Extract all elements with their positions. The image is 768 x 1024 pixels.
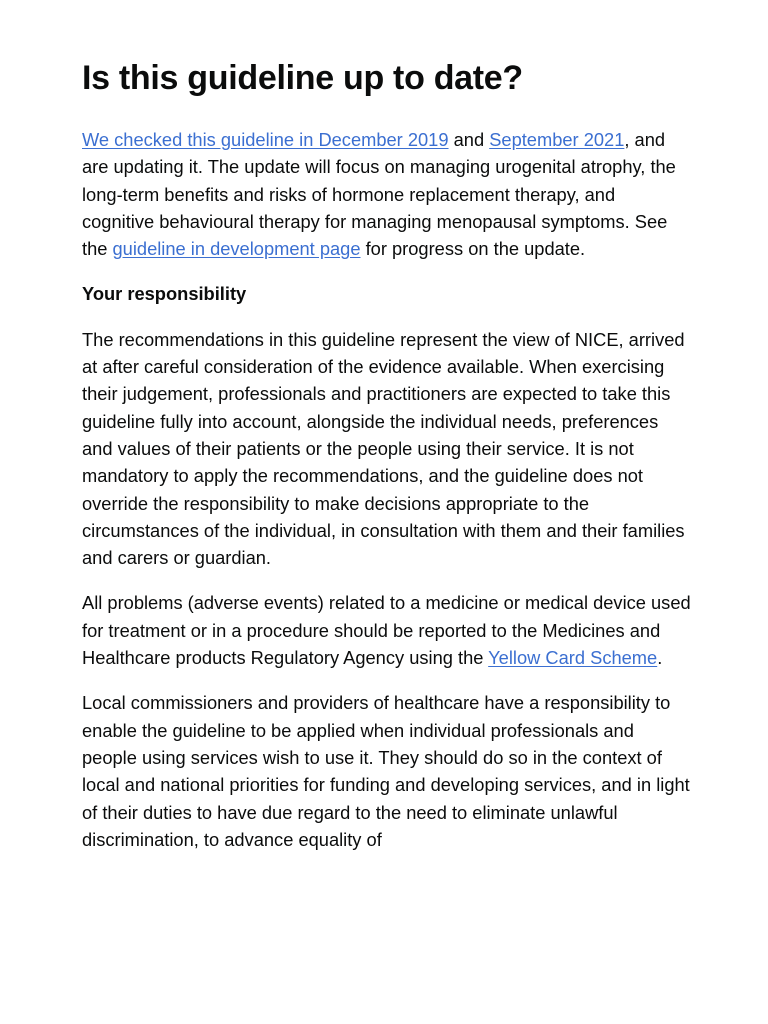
guideline-in-development-link[interactable]: guideline in development page <box>112 238 361 260</box>
commissioners-paragraph: Local commissioners and providers of healthcare have a responsibility to enable the guideline to be applied when individual professionals and people using services wish to use it. They should do so in the context of local and national priorities for funding and developing services, and in light of their duties to have due regard to the need to eliminate unlawful discrimination, to advance equality of <box>82 692 690 850</box>
responsibility-paragraph-1: The recommendations in this guideline represent the view of NICE, arrived at after careful consideration of the evidence available. When exercising their judgement, professionals and practitioners are expected to take this guideline fully into account, alongside the individual needs, preferences and values of their patients or the people using their service. It is not mandatory to apply the recommendations, and the guideline does not override the responsibility to make decisions appropriate to the circumstances of the individual, in consultation with them and their families and carers or guardian. <box>82 328 685 569</box>
checked-2021-link[interactable]: September 2021 <box>489 129 625 150</box>
adverse-events-end: . <box>657 647 663 669</box>
and-text: and <box>448 129 490 150</box>
update-notice-end: for progress on the update. <box>360 238 586 260</box>
update-description: , and are updating it. The update will focus on managing urogenital atrophy, the long-term benefits and risks of hormone replacement therapy, and cognitive behavioural therapy for managing menopausal symptoms. See the <box>82 129 676 260</box>
checked-2019-link[interactable]: We checked this guideline in December 2019 <box>82 129 449 150</box>
yellow-card-scheme-link[interactable]: Yellow Card Scheme <box>488 647 658 669</box>
page-title: Is this guideline up to date? <box>82 59 523 97</box>
adverse-events-paragraph <box>82 589 692 671</box>
responsibility-heading: Your responsibility <box>82 283 247 305</box>
update-notice-paragraph <box>82 126 692 262</box>
adverse-events-text: All problems (adverse events) related to a medicine or medical device used for treatment or in a procedure should be reported to the Medicines and Healthcare products Regulatory Agency using the <box>82 592 691 669</box>
